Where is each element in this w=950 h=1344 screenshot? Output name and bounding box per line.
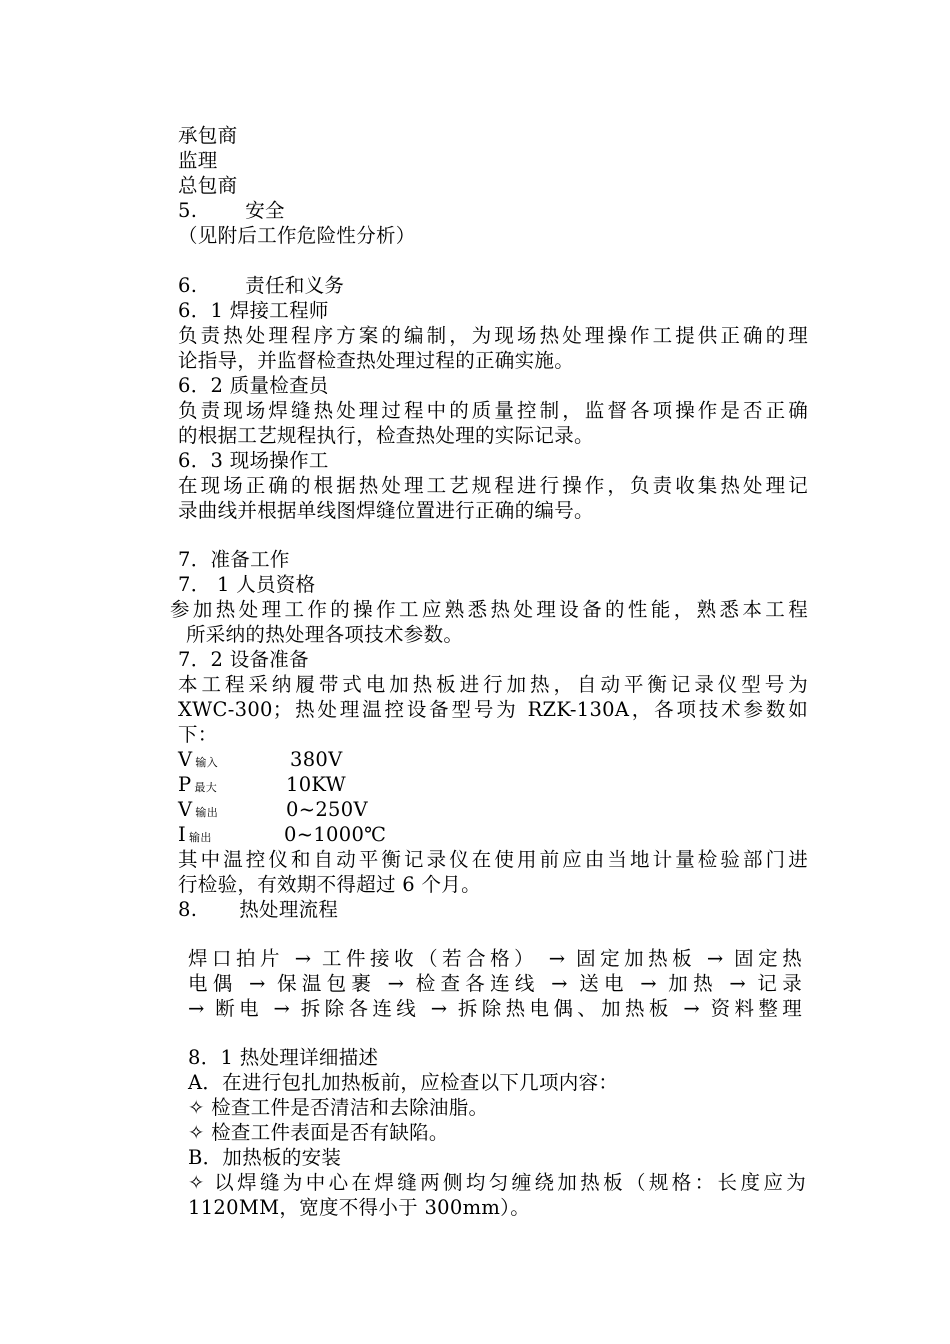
bullet-item: ✧ 检查工件是否清洁和去除油脂。 xyxy=(188,1096,489,1119)
paragraph-line: B．加热板的安装 xyxy=(188,1146,342,1169)
text-line: 监理 xyxy=(178,149,218,172)
paragraph-line: 负责现场焊缝热处理过程中的质量控制，监督各项操作是否正确 xyxy=(178,399,808,422)
process-flow-line: 电偶 → 保温包裹 → 检查各连线 → 送电 → 加热 → 记录 xyxy=(188,972,802,995)
process-flow-line: → 断电 → 拆除各连线 → 拆除热电偶、加热板 → 资料整理 xyxy=(188,997,802,1020)
bullet-item: ✧ 检查工件表面是否有缺陷。 xyxy=(188,1121,449,1144)
paragraph-line: 1120MM，宽度不得小于 300mm）。 xyxy=(188,1196,531,1219)
section-heading-8: 8. 热处理流程 xyxy=(178,898,339,921)
parameter-row: V输出 0~250V xyxy=(178,798,368,821)
subsection-heading: 7．2 设备准备 xyxy=(178,648,309,671)
paragraph-line: A．在进行包扎加热板前，应检查以下几项内容： xyxy=(188,1071,619,1094)
paragraph-line: 所采纳的热处理各项技术参数。 xyxy=(186,623,464,646)
section-heading-6: 6. 责任和义务 xyxy=(178,274,345,297)
section-heading-7: 7．准备工作 xyxy=(178,548,290,571)
subsection-heading: 6．2 质量检查员 xyxy=(178,374,329,397)
paragraph-line: 本工程采纳履带式电加热板进行加热，自动平衡记录仪型号为 xyxy=(178,673,808,696)
paragraph-line: 行检验，有效期不得超过 6 个月。 xyxy=(178,873,481,896)
parameter-row: V输入 380V xyxy=(178,748,343,771)
paragraph-line: 参加热处理工作的操作工应熟悉热处理设备的性能，熟悉本工程 xyxy=(170,598,808,621)
text-line: 承包商 xyxy=(178,124,238,147)
bullet-item: ✧ 以焊缝为中心在焊缝两侧均匀缠绕加热板（规格：长度应为 xyxy=(188,1171,806,1194)
paragraph-line: 在现场正确的根据热处理工艺规程进行操作，负责收集热处理记 xyxy=(178,474,808,497)
paragraph-line: 论指导，并监督检查热处理过程的正确实施。 xyxy=(178,349,575,372)
subsection-heading: 6．1 焊接工程师 xyxy=(178,299,329,322)
paragraph-line: XWC-300；热处理温控设备型号为 RZK-130A，各项技术参数如 xyxy=(178,698,808,721)
paragraph-line: 其中温控仪和自动平衡记录仪在使用前应由当地计量检验部门进 xyxy=(178,848,808,871)
subsection-heading: 8．1 热处理详细描述 xyxy=(188,1046,379,1069)
text-line: 总包商 xyxy=(178,174,238,197)
process-flow-line: 焊口拍片 → 工件接收（若合格） → 固定加热板 → 固定热 xyxy=(188,947,802,970)
text-line: （见附后工作危险性分析） xyxy=(178,224,416,247)
paragraph-line: 的根据工艺规程执行，检查热处理的实际记录。 xyxy=(178,424,594,447)
paragraph-line: 负责热处理程序方案的编制，为现场热处理操作工提供正确的理 xyxy=(178,324,808,347)
paragraph-line: 录曲线并根据单线图焊缝位置进行正确的编号。 xyxy=(178,499,594,522)
paragraph-line: 下： xyxy=(178,723,218,746)
subsection-heading: 7． 1 人员资格 xyxy=(178,573,316,596)
section-heading-5: 5. 安全 xyxy=(178,199,285,222)
parameter-row: I输出 0~1000℃ xyxy=(178,823,387,846)
subsection-heading: 6．3 现场操作工 xyxy=(178,449,329,472)
parameter-row: P最大 10KW xyxy=(178,773,346,796)
